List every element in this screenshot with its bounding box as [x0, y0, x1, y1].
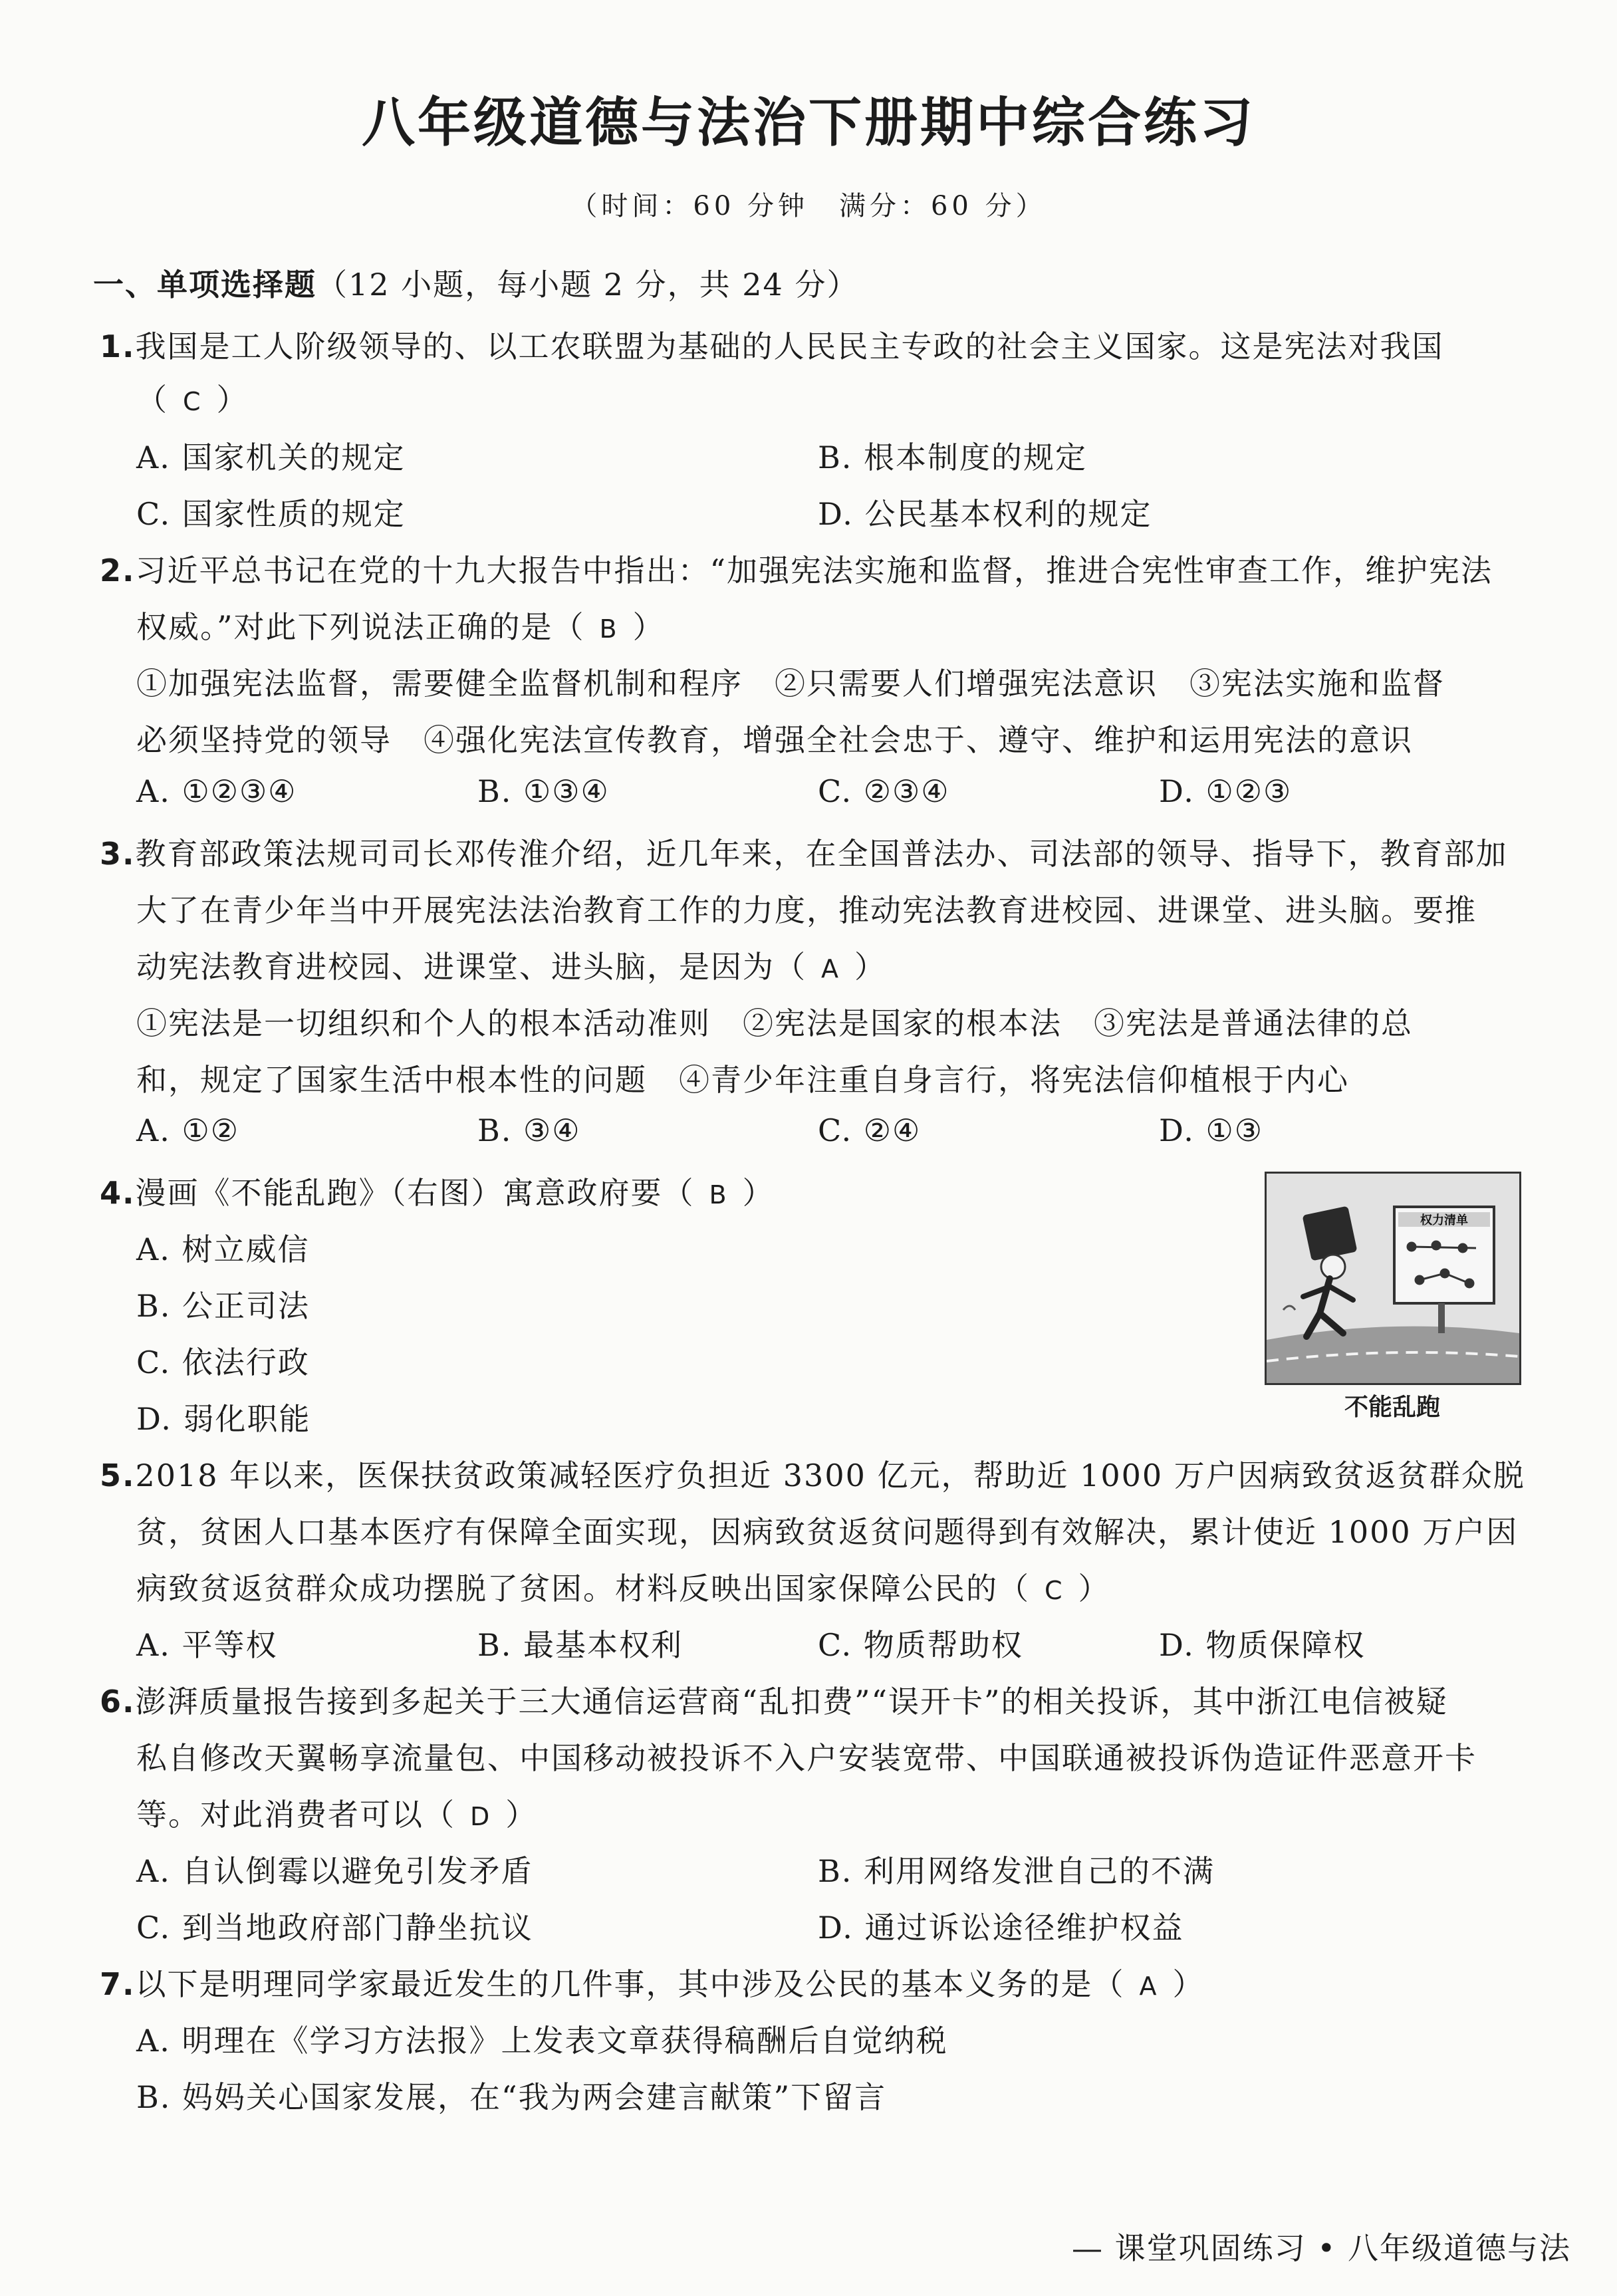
answer-mark: A: [821, 954, 840, 983]
question-7-line-1: [100, 1960, 1204, 2004]
section-note: （12 小题，每小题 2 分，共 24 分）: [316, 267, 859, 303]
option-d: D. ①③: [1159, 1112, 1263, 1148]
question-text: 动宪法教育进校园、进课堂、进头脑，是因为（: [136, 949, 807, 985]
answer-mark: B: [599, 614, 618, 644]
question-6-line-1: [100, 1678, 1448, 1722]
question-text: 2018 年以来，医保扶贫政策减轻医疗负担近 3300 亿元，帮助近 1000 万户因病致贫返贫群众脱: [135, 1458, 1525, 1493]
option-a: A. 国家机关的规定: [136, 440, 406, 475]
question-number: 7.: [100, 1966, 136, 2002]
option-c: C. 到当地政府部门静坐抗议: [136, 1910, 533, 1946]
question-4-line-1: [100, 1169, 775, 1213]
option-c: C. 物质帮助权: [818, 1627, 1023, 1663]
option-d: D. 弱化职能: [136, 1401, 311, 1437]
answer-mark: D: [470, 1802, 491, 1831]
cartoon-caption: 不能乱跑: [1344, 1394, 1440, 1421]
option-a: A. 树立威信: [136, 1231, 310, 1267]
question-text: 病致贫返贫群众成功摆脱了贫困。材料反映出国家保障公民的（: [136, 1571, 1030, 1606]
question-6-line-2: 私自修改天翼畅享流量包、中国移动被投诉不入户安装宽带、中国联通被投诉伪造证件恶意开卡: [136, 1740, 1477, 1776]
question-5-line-3: [136, 1565, 1110, 1608]
option-d: D. ①②③: [1159, 773, 1293, 809]
exam-info: （时间：60 分钟 满分：60 分）: [570, 191, 1047, 221]
answer-mark: A: [1139, 1972, 1158, 2001]
question-number: 6.: [100, 1684, 136, 1720]
question-text: 等。对此消费者可以（: [136, 1797, 455, 1833]
option-c: C. 国家性质的规定: [136, 496, 406, 532]
option-c: C. ②③④: [818, 773, 950, 809]
paren-close: ）: [742, 1175, 775, 1211]
paren-close: ）: [1172, 1966, 1205, 2002]
answer-mark: B: [709, 1180, 728, 1210]
answer-mark: C: [1045, 1576, 1064, 1605]
question-6-line-3: [136, 1791, 537, 1835]
paren-close: ）: [632, 609, 665, 645]
option-d: D. 物质保障权: [1159, 1627, 1366, 1663]
section-heading: 一、单项选择题: [93, 267, 316, 303]
question-3-line-2: 大了在青少年当中开展宪法法治教育工作的力度，推动宪法教育进校园、进课堂、进头脑。要推: [136, 892, 1477, 928]
paren-close: ）: [505, 1797, 538, 1833]
option-b: B. 妈妈关心国家发展，在“我为两会建言献策”下留言: [136, 2079, 887, 2115]
option-a: A. 自认倒霉以避免引发矛盾: [136, 1853, 533, 1889]
question-5-line-1: [100, 1452, 1525, 1495]
cartoon-illustration: [1265, 1172, 1521, 1385]
paren-open: （: [136, 382, 168, 418]
option-b: B. ③④: [477, 1112, 581, 1148]
cartoon-drawing: [1267, 1174, 1519, 1383]
question-2-line-2: [136, 603, 665, 647]
statement-line-1: ①加强宪法监督，需要健全监督机制和程序 ②只需要人们增强宪法意识 ③宪法实施和监督: [136, 666, 1445, 702]
page-title: 八年级道德与法治下册期中综合练习: [362, 92, 1255, 154]
option-c: C. ②④: [818, 1112, 922, 1148]
answer-mark: C: [183, 387, 202, 416]
option-b: B. 公正司法: [136, 1288, 311, 1324]
option-a: A. ①②③④: [136, 773, 297, 809]
option-b: B. 根本制度的规定: [818, 440, 1088, 475]
statement-line-2: 和，规定了国家生活中根本性的问题 ④青少年注重自身言行，将宪法信仰植根于内心: [136, 1062, 1349, 1098]
question-5-line-2: 贫，贫困人口基本医疗有保障全面实现，因病致贫返贫问题得到有效解决，累计使近 1000 万户因: [136, 1514, 1519, 1550]
question-1-line-2: [136, 376, 249, 420]
question-text: 教育部政策法规司司长邓传淮介绍，近几年来，在全国普法办、司法部的领导、指导下，教育部加: [135, 836, 1508, 872]
page-footer: — 课堂巩固练习 • 八年级道德与法: [1072, 2230, 1571, 2266]
question-number: 4.: [100, 1175, 136, 1211]
option-d: D. 公民基本权利的规定: [818, 496, 1152, 532]
paren-close: ）: [854, 949, 886, 985]
question-text: 以下是明理同学家最近发生的几件事，其中涉及公民的基本义务的是（: [135, 1966, 1125, 2002]
question-number: 1.: [100, 328, 136, 364]
question-text: 漫画《不能乱跑》（右图）寓意政府要（: [135, 1175, 695, 1211]
option-d: D. 通过诉讼途径维护权益: [818, 1910, 1184, 1946]
option-b: B. ①③④: [477, 773, 610, 809]
question-1-line-1: [100, 322, 1443, 366]
option-b: B. 利用网络发泄自己的不满: [818, 1853, 1215, 1889]
question-text: 我国是工人阶级领导的、以工农联盟为基础的人民民主专政的社会主义国家。这是宪法对我国: [135, 328, 1444, 364]
option-b: B. 最基本权利: [477, 1627, 684, 1663]
option-c: C. 依法行政: [136, 1344, 310, 1380]
question-3-line-3: [136, 943, 886, 987]
section-header: [93, 261, 858, 305]
option-a: A. 平等权: [136, 1627, 278, 1663]
question-2-line-1: [100, 547, 1493, 590]
statement-line-2: 必须坚持党的领导 ④强化宪法宣传教育，增强全社会忠于、遵守、维护和运用宪法的意识: [136, 722, 1413, 758]
question-text: 权威。”对此下列说法正确的是（: [136, 609, 585, 645]
question-number: 2.: [100, 553, 136, 588]
paren-close: ）: [216, 382, 249, 418]
statement-line-1: ①宪法是一切组织和个人的根本活动准则 ②宪法是国家的根本法 ③宪法是普通法律的总: [136, 1005, 1413, 1041]
cartoon-sign-title: 权力清单: [1420, 1213, 1468, 1227]
option-a: A. 明理在《学习方法报》上发表文章获得稿酬后自觉纳税: [136, 2023, 948, 2059]
paren-close: ）: [1078, 1571, 1110, 1606]
question-number: 5.: [100, 1458, 136, 1493]
question-number: 3.: [100, 836, 136, 872]
option-a: A. ①②: [136, 1112, 239, 1148]
question-3-line-1: [100, 830, 1507, 874]
question-text: 澎湃质量报告接到多起关于三大通信运营商“乱扣费”“误开卡”的相关投诉，其中浙江电信被疑: [135, 1684, 1448, 1720]
question-text: 习近平总书记在党的十九大报告中指出：“加强宪法实施和监督，推进合宪性审查工作，维护宪法: [135, 553, 1493, 588]
